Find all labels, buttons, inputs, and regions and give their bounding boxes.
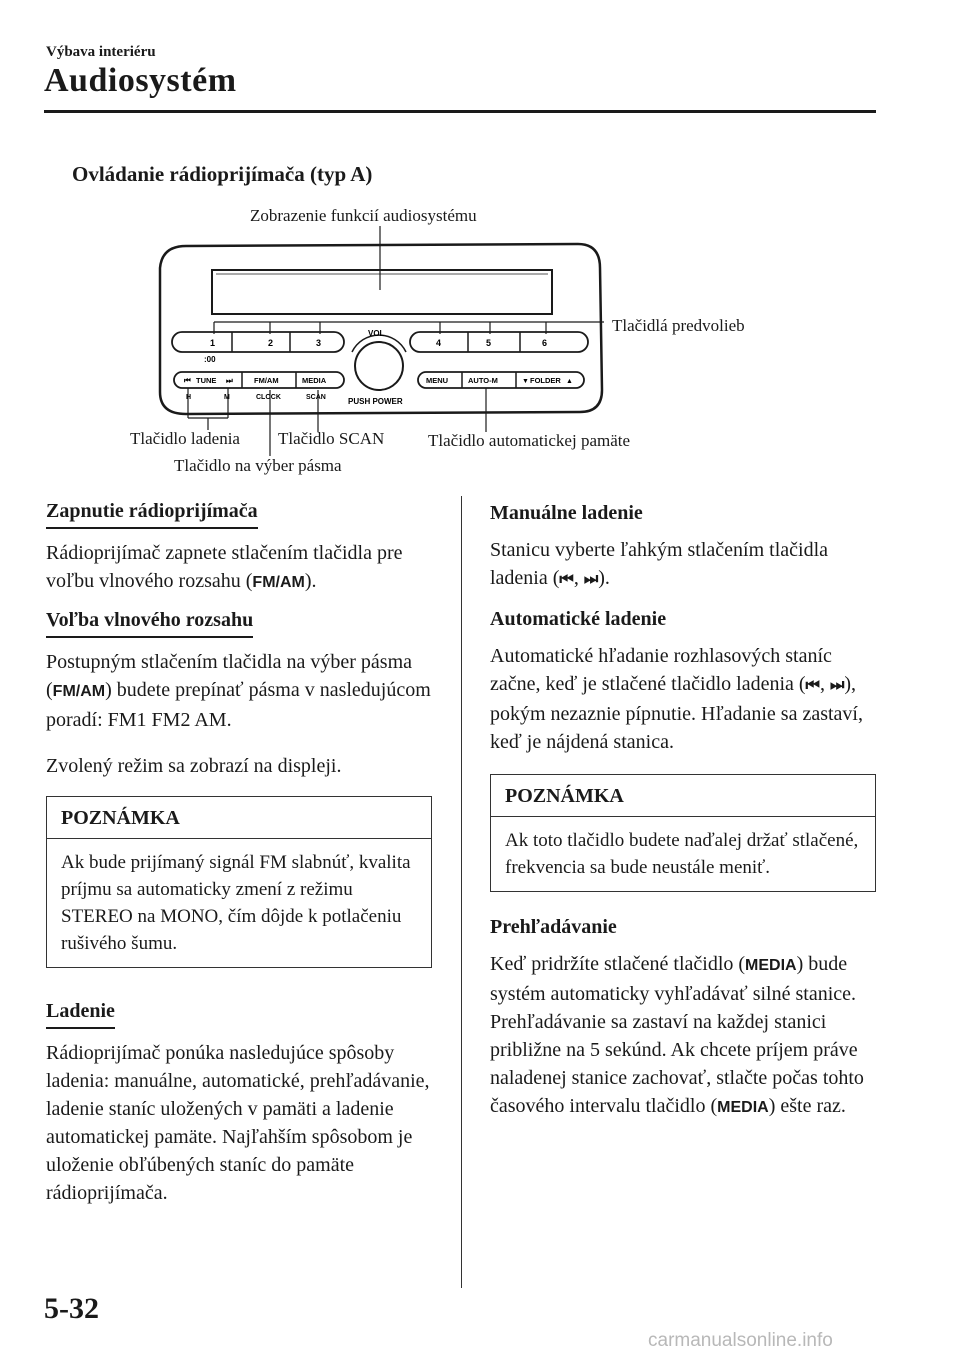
h-label: H (186, 394, 192, 401)
preset-5[interactable]: 5 (486, 338, 492, 348)
menu-button[interactable]: MENU (426, 376, 449, 385)
preset-1[interactable]: 1 (210, 338, 216, 348)
preset-6[interactable]: 6 (542, 338, 548, 348)
seek-forward-icon: ⏭ (583, 571, 599, 588)
left-column (46, 500, 432, 1219)
display-window (212, 270, 552, 314)
note-heading: POZNÁMKA (47, 797, 431, 839)
paragraph-auto-tuning: Automatické hľadanie rozhlasových staníc začne, keď je stlačené tlačidlo ladenia (⏮, ⏭), pokým nezaznie pípnutie. Hľadanie sa zastaví, keď je nájdená stanica. (490, 645, 863, 753)
media-button-ref: MEDIA (717, 1099, 769, 1116)
seek-back-icon: ⏮ (805, 677, 820, 694)
media-button[interactable]: MEDIA (302, 376, 327, 385)
heading-scan: Prehľadávanie (490, 916, 617, 938)
clock-label: CLOCK (256, 394, 281, 401)
clock-sub-label: :00 (204, 355, 216, 364)
m-label: M (224, 394, 230, 401)
label-tune: Tlačidlo ladenia (130, 429, 240, 448)
preset-3[interactable]: 3 (316, 338, 322, 348)
page-number: 5-32 (44, 1292, 99, 1325)
heading-power-on: Zapnutie rádioprijímača (46, 500, 258, 529)
note-body: Ak bude prijímaný signál FM slabnúť, kvalita príjmu sa automaticky zmení z režimu STEREO na MONO, čím dôjde k potlačeniu rušivého šumu. (61, 852, 411, 954)
heading-tuning: Ladenie (46, 1000, 115, 1029)
paragraph-scan: Keď pridržíte stlačené tlačidlo (MEDIA) bude systém automaticky vyhľadávať silné stanice. Prehľadávanie sa zastaví na každej stanici približne na 5 sekúnd. Ak chcete príjem práve naladenej stanice zachovať, stlačte počas tohto časového intervalu tlačidlo (MEDIA) ešte raz. (490, 953, 864, 1117)
column-divider (461, 496, 462, 1288)
note-heading: POZNÁMKA (491, 775, 875, 817)
note-box-fm (46, 796, 432, 968)
label-automem: Tlačidlo automatickej pamäte (428, 431, 631, 450)
heading-band-select: Voľba vlnového rozsahu (46, 609, 253, 638)
paragraph-band-select: Postupným stlačením tlačidla na výber pásma (FM/AM) budete prepínať pásma v nasledujúcom poradí: FM1 FM2 AM. (46, 651, 431, 731)
seek-back-icon: ⏮ (559, 571, 574, 588)
auto-m-button[interactable]: AUTO-M (468, 376, 498, 385)
label-scan: Tlačidlo SCAN (278, 429, 385, 448)
paragraph-power-on: Rádioprijímač zapnete stlačením tlačidla pre voľbu vlnového rozsahu (FM/AM). (46, 542, 403, 592)
watermark: carmanualsonline.info (648, 1330, 833, 1351)
label-band: Tlačidlo na výber pásma (174, 456, 342, 475)
media-button-ref: MEDIA (745, 957, 797, 974)
push-power-label: PUSH POWER (348, 397, 403, 406)
preset-2[interactable]: 2 (268, 338, 274, 348)
folder-down-icon: ▼ (522, 378, 529, 385)
fm-am-button[interactable]: FM/AM (254, 376, 279, 385)
diagram-heading: Ovládanie rádioprijímača (typ A) (72, 162, 373, 186)
vol-label: VOL (368, 329, 385, 338)
paragraph-display-mode: Zvolený režim sa zobrazí na displeji. (46, 755, 342, 777)
label-display: Zobrazenie funkcií audiosystému (250, 206, 477, 225)
fm-am-button-ref: FM/AM (252, 574, 305, 591)
tune-button[interactable]: TUNE (196, 376, 217, 385)
fm-am-button-ref: FM/AM (52, 683, 106, 700)
radio-diagram (0, 0, 960, 500)
note-body: Ak toto tlačidlo budete naďalej držať stlačené, frekvencia sa bude neustále meniť. (505, 830, 859, 878)
folder-button[interactable]: FOLDER (530, 376, 561, 385)
scan-label: SCAN (306, 394, 326, 401)
label-presets: Tlačidlá predvolieb (612, 316, 745, 335)
tune-next-icon: ⏭ (226, 376, 233, 385)
page-title: Audiosystém (44, 62, 237, 99)
tune-prev-icon: ⏮ (184, 376, 191, 385)
paragraph-manual-tuning: Stanicu vyberte ľahkým stlačením tlačidla ladenia (⏮, ⏭). (490, 539, 829, 589)
note-box-hold (490, 774, 876, 892)
volume-knob[interactable] (355, 342, 403, 390)
heading-auto-tuning: Automatické ladenie (490, 608, 667, 630)
folder-up-icon: ▲ (566, 378, 573, 385)
paragraph-tuning: Rádioprijímač ponúka nasledujúce spôsoby ladenia: manuálne, automatické, prehľadávanie, ladenie staníc uložených v pamäti a ladenie automatickej pamäte. Najľahším spôsobom je uloženie obľúbených staníc do pamäte rádioprijímača. (46, 1042, 430, 1204)
section-label: Výbava interiéru (46, 44, 156, 60)
preset-4[interactable]: 4 (436, 338, 442, 348)
right-column (490, 500, 876, 1134)
seek-forward-icon: ⏭ (829, 677, 845, 694)
heading-manual-tuning: Manuálne ladenie (490, 502, 643, 524)
